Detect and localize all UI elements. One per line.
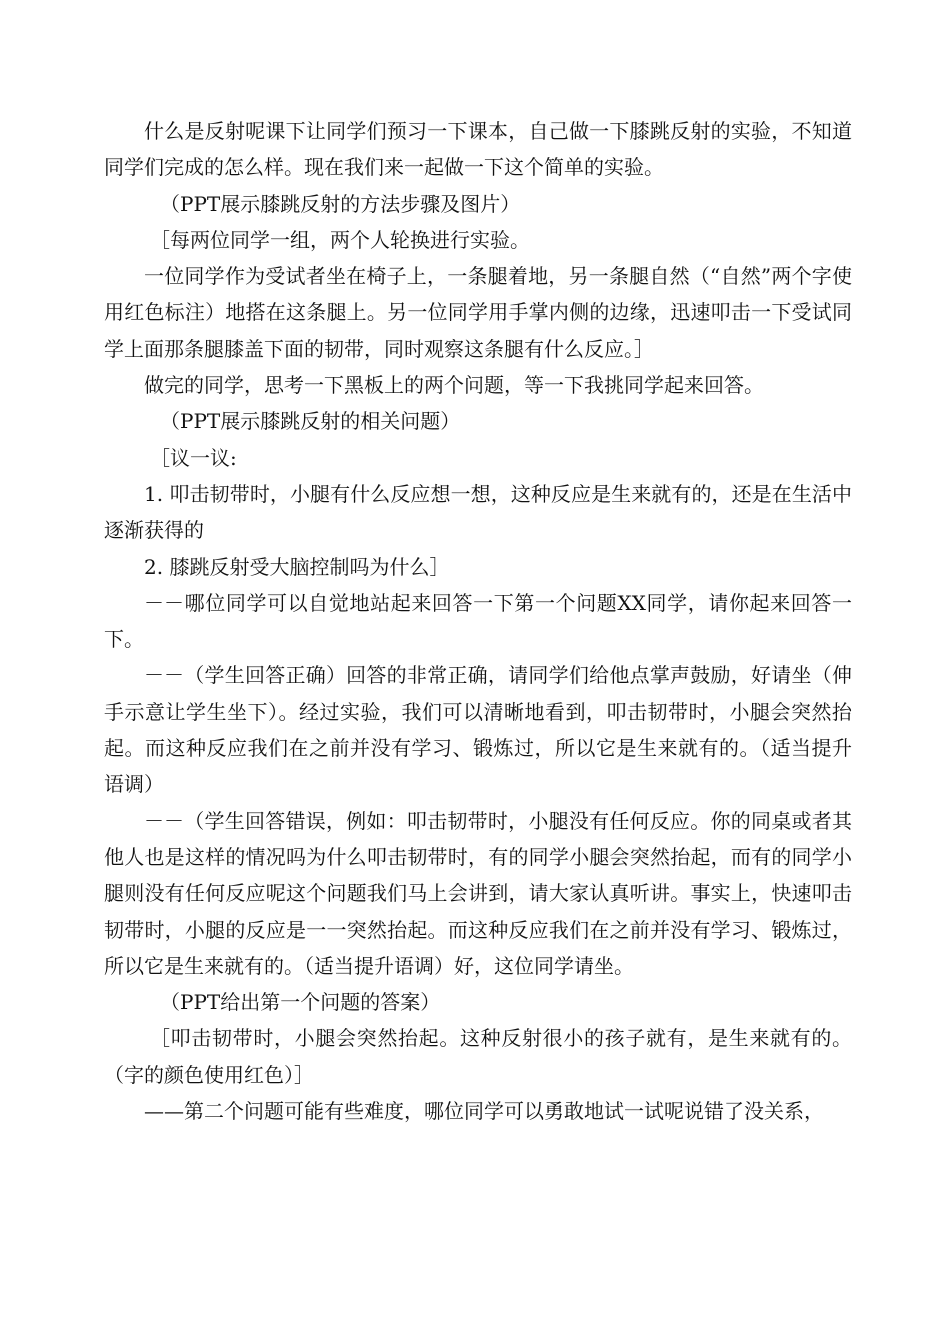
paragraph-wrong-answer: －－（学生回答错误，例如：叩击韧带时，小腿没有任何反应。你的同桌或者其他人也是这样的情况吗为什么叩击韧带时，有的同学小腿会突然抬起，而有的同学小腿则没有任何反应呢这个问题我们马上会讲到，请大家认真听讲。事实上，快速叩击韧带时，小腿的反应是一一突然抬起。而这种反应我们在之前并没有学习、锻炼过，所以它是生来就有的。（适当提升语调）好，这位同学请坐。 [104, 808, 852, 978]
ppt-caption-answer: （PPT给出第一个问题的答案） [160, 990, 441, 1015]
paragraph-answer-1: ［叩击韧带时，小腿会突然抬起。这种反射很小的孩子就有，是生来就有的。（字的颜色使用红色）］ [104, 1026, 852, 1087]
paragraph-intro: 什么是反射呢课下让同学们预习一下课本，自己做一下膝跳反射的实验，不知道同学们完成的怎么样。现在我们来一起做一下这个简单的实验。 [104, 119, 852, 180]
question-2: 2. 膝跳反射受大脑控制吗为什么］ [144, 554, 450, 579]
document-body [104, 113, 852, 1129]
question-1: 1. 叩击韧带时，小腿有什么反应想一想，这种反应是生来就有的，还是在生活中逐渐获得的 [104, 481, 852, 543]
ppt-caption-questions: （PPT展示膝跳反射的相关问题） [160, 409, 461, 434]
ppt-caption-steps: （PPT展示膝跳反射的方法步骤及图片） [160, 191, 521, 216]
paragraph-grouping: ［每两位同学一组，两个人轮换进行实验。 [150, 227, 530, 252]
paragraph-procedure: 一位同学作为受试者坐在椅子上，一条腿着地，另一条腿自然（“自然”两个字使用红色标注）地搭在这条腿上。另一位同学用手掌内侧的边缘，迅速叩击一下受试同学上面那条腿膝盖下面的韧带，同时观察这条腿有什么反应。］ [104, 264, 852, 361]
paragraph-ask-student: －－哪位同学可以自觉地站起来回答一下第一个问题XX同学，请你起来回答一下。 [104, 590, 852, 652]
paragraph-correct-answer: －－（学生回答正确）回答的非常正确，请同学们给他点掌声鼓励，好请坐（伸手示意让学生坐下）。经过实验，我们可以清晰地看到，叩击韧带时，小腿会突然抬起。而这种反应我们在之前并没有学习、锻炼过，所以它是生来就有的。（适当提升语调） [104, 663, 852, 797]
discussion-heading: ［议一议: [150, 445, 237, 470]
paragraph-think: 做完的同学，思考一下黑板上的两个问题，等一下我挑同学起来回答。 [144, 373, 764, 398]
paragraph-second-question: ——第二个问题可能有些难度，哪位同学可以勇敢地试一试呢说错了没关系， [144, 1099, 824, 1124]
